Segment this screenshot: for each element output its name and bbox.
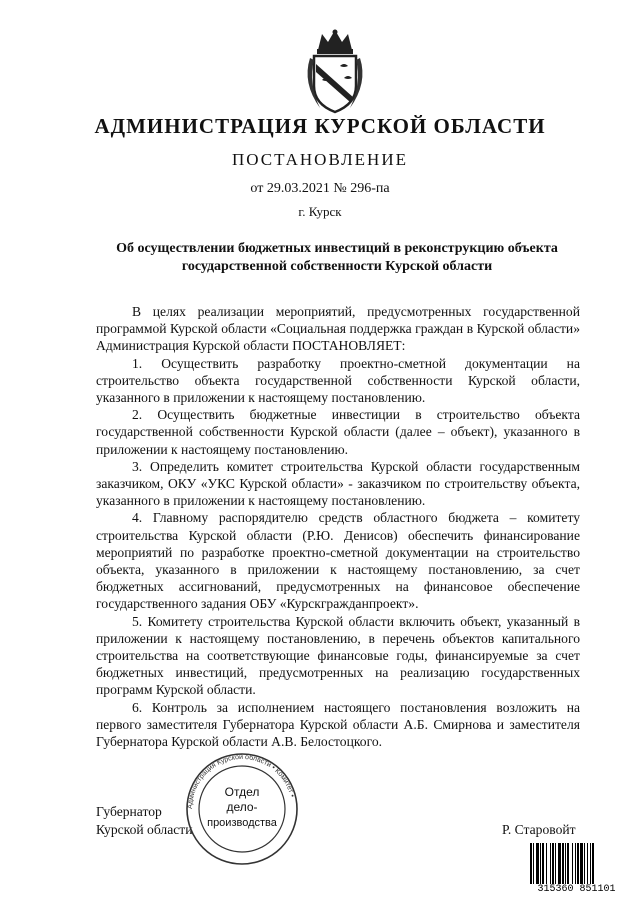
document-city: г. Курск [298,204,342,219]
stamp-line1: Отдел [224,785,260,799]
barcode-number: 315360 851101 [529,884,624,896]
stamp-line2: дело- [226,800,258,814]
organization-title: АДМИНИСТРАЦИЯ КУРСКОЙ ОБЛАСТИ [94,114,546,138]
stamp-ring-text: Администрация Курской области • Комитет • [186,753,296,810]
coat-of-arms-icon [300,28,370,114]
paragraph-preamble: В целях реализации мероприятий, предусмотренных государственной программой Курской области «Социальная поддержка граждан в Курской области» Администрация Курской области ПОСТАНОВЛЯЕТ: [96,304,580,354]
office-stamp [176,752,308,867]
document-subject: Об осуществлении бюджетных инвестиций в реконструкцию объекта государственной собственности Курской области [116,241,558,274]
signatory-position-line1: Губернатор [96,804,162,819]
document-date-number: от 29.03.2021 № 296-па [250,181,390,196]
paragraph-item-4: 4. Главному распорядителю средств областного бюджета – комитету строительства Курской области (Р.Ю. Денисов) обеспечить финансирование мероприятий по разработке проектно-сметной документации на строительство объекта, указанного в приложении к настоящему постановлению, за счет бюджетных ассигнований, предусмотренных на финансовое обеспечение государственного задания ОБУ «Курскгражданпроект». [96,510,580,612]
signatory-position-line2: Курской области [96,822,193,837]
paragraph-item-6: 6. Контроль за исполнением настоящего постановления возложить на первого заместителя Губернатора Курской области А.Б. Смирнова и заместителя Губернатора Курской области А.В. Белостоцкого. [96,699,580,750]
paragraph-item-1: 1. Осуществить разработку проектно-сметной документации на строительство объекта государственной собственности Курской области, указанного в приложении к настоящему постановлению. [96,355,580,406]
document-type: ПОСТАНОВЛЕНИЕ [231,150,408,169]
document-body [96,303,580,750]
signatory-name: Р. Старовойт [502,822,576,837]
stamp-line3: производства [207,817,277,829]
paragraph-item-2: 2. Осуществить бюджетные инвестиции в строительство объекта государственной собственности Курской области (далее – объект), указанного в приложении к настоящему постановлению. [96,407,580,457]
paragraph-item-3: 3. Определить комитет строительства Курской области государственным заказчиком, ОКУ «УКС Курской области» - заказчиком по строительству объекта, указанного в приложении к настоящему постановлению. [96,458,580,509]
paragraph-item-5: 5. Комитету строительства Курской области включить объект, указанный в приложении к настоящему постановлению, в перечень объектов капитального строительства на соответствующие финансовые годы, финансируемые за счет бюджетных инвестиций, предусмотренных на реализацию государственных программ Курской области. [96,613,580,698]
